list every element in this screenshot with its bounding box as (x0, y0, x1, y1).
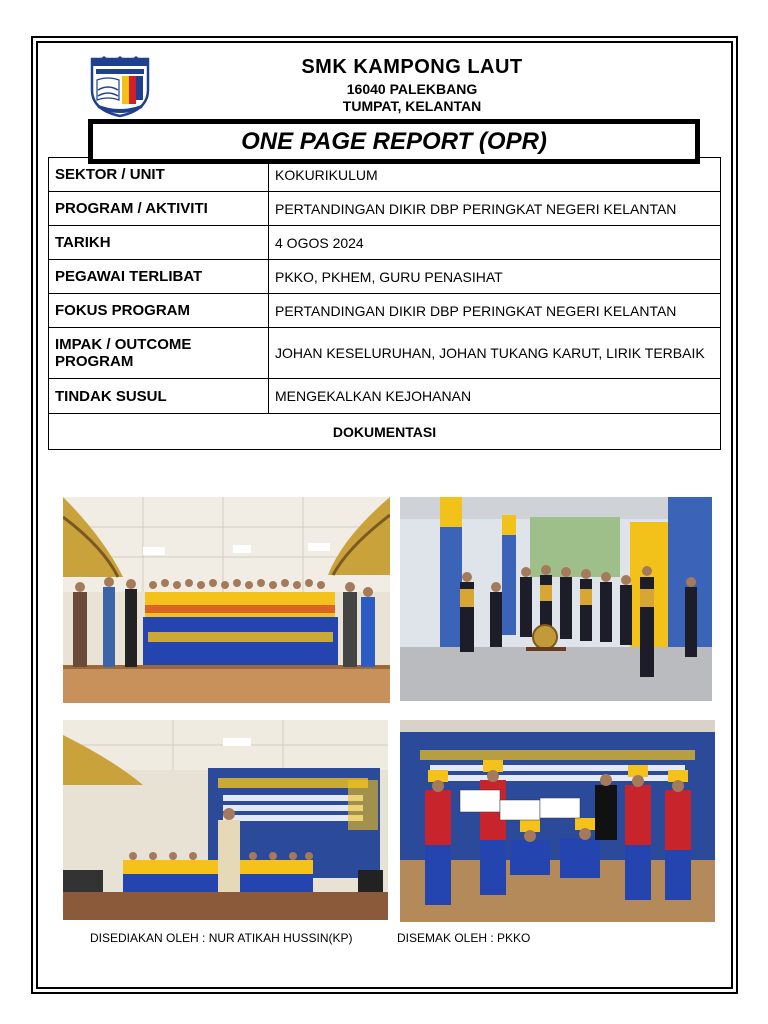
row-label: TARIKH (49, 226, 269, 260)
row-label: IMPAK / OUTCOME PROGRAM (49, 328, 269, 379)
photo-stage-performance (63, 720, 388, 920)
school-address-line1: 16040 PALEKBANG (346, 81, 478, 97)
photo-group-stage (63, 497, 390, 703)
school-address-line2: TUMPAT, KELANTAN (342, 98, 482, 114)
row-value: MENGEKALKAN KEJOHANAN (269, 379, 721, 414)
report-title: ONE PAGE REPORT (OPR) (241, 127, 547, 155)
row-label: TINDAK SUSUL (49, 379, 269, 414)
row-value: JOHAN KESELURUHAN, JOHAN TUKANG KARUT, LIRIK TERBAIK (269, 328, 721, 379)
table-row (49, 226, 721, 260)
report-info-table (48, 157, 721, 450)
row-label: FOKUS PROGRAM (49, 294, 269, 328)
reviewed-by: DISEMAK OLEH : PKKO (397, 931, 531, 945)
table-row (49, 260, 721, 294)
school-name: SMK KAMPONG LAUT (301, 56, 523, 78)
table-row (49, 192, 721, 226)
documentation-title: DOKUMENTASI (49, 414, 721, 450)
photo-group-outdoor (400, 497, 712, 701)
row-label: PROGRAM / AKTIVITI (49, 192, 269, 226)
report-title-box (88, 119, 700, 164)
table-row (49, 414, 721, 450)
row-value: KOKURIKULUM (269, 158, 721, 192)
row-label: SEKTOR / UNIT (49, 158, 269, 192)
row-value: PERTANDINGAN DIKIR DBP PERINGKAT NEGERI KELANTAN (269, 192, 721, 226)
table-row (49, 379, 721, 414)
prepared-by: DISEDIAKAN OLEH : NUR ATIKAH HUSSIN(KP) (90, 931, 353, 945)
row-value: PKKO, PKHEM, GURU PENASIHAT (269, 260, 721, 294)
photo-winners-cheques (400, 720, 715, 922)
table-row (49, 294, 721, 328)
row-value: PERTANDINGAN DIKIR DBP PERINGKAT NEGERI KELANTAN (269, 294, 721, 328)
row-label: PEGAWAI TERLIBAT (49, 260, 269, 294)
table-row (49, 328, 721, 379)
row-value: 4 OGOS 2024 (269, 226, 721, 260)
